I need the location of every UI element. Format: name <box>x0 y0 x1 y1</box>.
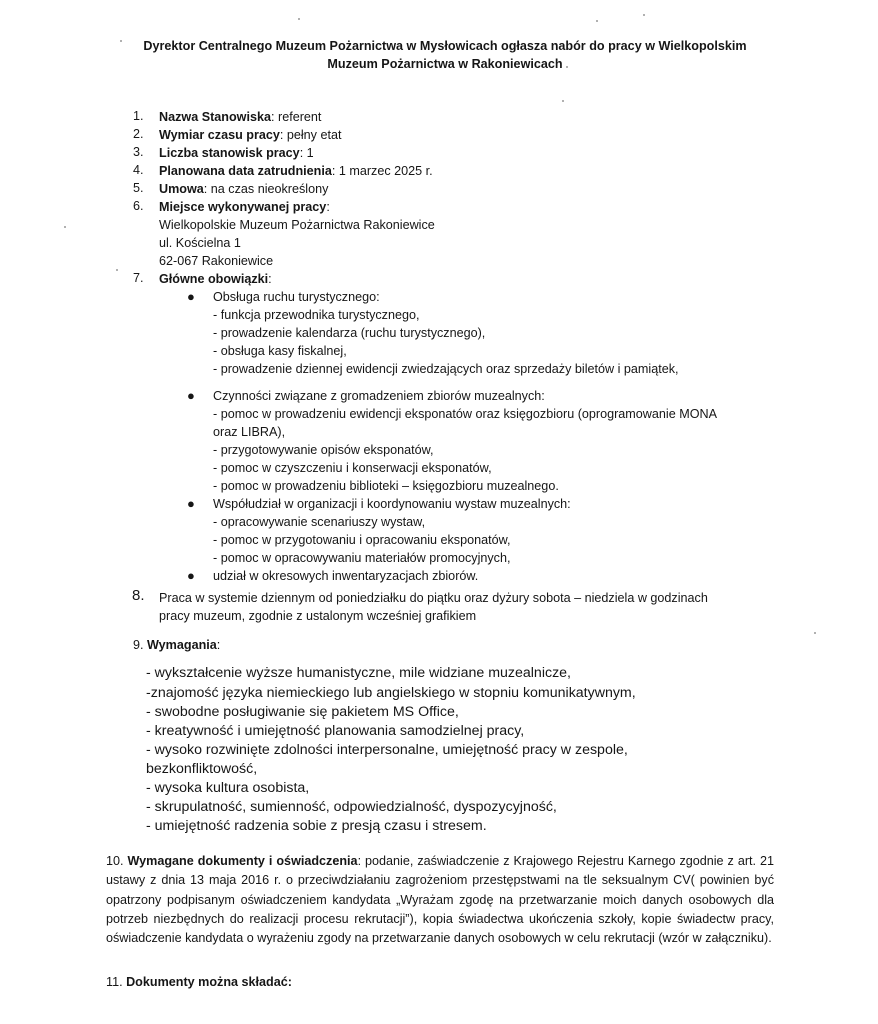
item-value: : referent <box>271 110 322 124</box>
item-number: 7. <box>133 271 144 285</box>
item-label: Planowana data zatrudnienia <box>159 164 332 178</box>
document-title <box>120 37 770 73</box>
requirement-line: - wysoka kultura osobista, <box>146 780 310 796</box>
duty-line: - funkcja przewodnika turystycznego, <box>213 308 420 322</box>
duty-heading: Czynności związane z gromadzeniem zbiorów muzealnych: <box>213 389 545 403</box>
requirement-line: - kreatywność i umiejętność planowania samodzielnej pracy, <box>146 723 525 739</box>
duty-line: - prowadzenie dziennej ewidencji zwiedzających oraz sprzedaży biletów i pamiątek, <box>213 362 679 376</box>
item-label: Wymiar czasu pracy <box>159 128 280 142</box>
duty-line: - pomoc w opracowywaniu materiałów promocyjnych, <box>213 551 511 565</box>
item8-line-1: Praca w systemie dziennym od poniedziałku do piątku oraz dyżury sobota – niedziela w godzinach <box>159 591 708 605</box>
title-line-1: Dyrektor Centralnego Muzeum Pożarnictwa w Mysłowicach ogłasza nabór do pracy w Wielkopolskim <box>143 39 747 53</box>
numbered-item-10 <box>106 852 774 948</box>
item-number: 9. <box>133 638 148 652</box>
scan-speck <box>814 632 816 634</box>
requirement-line: - wykształcenie wyższe humanistyczne, mile widziane muzealnicze, <box>146 665 571 681</box>
item-number: 4. <box>133 163 144 177</box>
duty-line: - pomoc w prowadzeniu ewidencji eksponatów oraz księgozbioru (oprogramowanie MONA <box>213 407 717 421</box>
bullet-icon: ● <box>187 388 195 403</box>
item-label: Miejsce wykonywanej pracy <box>159 200 327 214</box>
scan-speck <box>596 20 598 22</box>
item-label: Liczba stanowisk pracy <box>159 146 300 160</box>
duty-line: - prowadzenie kalendarza (ruchu turystycznego), <box>213 326 486 340</box>
requirement-line: - wysoko rozwinięte zdolności interpersonalne, umiejętność pracy w zespole, <box>146 742 628 758</box>
item-label: Wymagania <box>147 638 217 652</box>
item-value: : na czas nieokreślony <box>203 182 329 196</box>
bullet-icon: ● <box>187 289 195 304</box>
item-suffix: : <box>216 638 221 652</box>
numbered-item-11 <box>106 973 292 992</box>
duty-heading: Obsługa ruchu turystycznego: <box>213 290 380 304</box>
duty-line: - pomoc w prowadzeniu biblioteki – księgozbioru muzealnego. <box>213 479 559 493</box>
item10-text: : podanie, zaświadczenie z Krajowego Rejestru Karnego zgodnie z art. 21 ustawy z dnia 13 maja 2016 r. o przeciwdziałaniu zagrożeniom przestępstwami na tle seksualnym CV( powinien być opatrzony podpisanym oświadczeniem kandydata „Wyrażam zgodę na przetwarzanie moich danych osobowych dla potrzeb niezbędnych do realizacji procesu rekrutacji”), kopia świadectwa ukończenia szkoły, kopie świadectw pracy, oświadczenie kandydata o wyrażeniu zgody na przetwarzanie danych osobowych w celu rekrutacji (wzór w załączniku). <box>106 854 775 946</box>
requirement-line: -znajomość języka niemieckiego lub angielskiego w stopniu komunikatywnym, <box>146 685 636 701</box>
item-number: 8. <box>132 587 145 604</box>
address-line-2: ul. Kościelna 1 <box>159 236 241 250</box>
item-value: : 1 <box>299 146 314 160</box>
duty-line: - opracowywanie scenariuszy wystaw, <box>213 515 426 529</box>
bullet-icon: ● <box>187 496 195 511</box>
item-number: 1. <box>133 109 144 123</box>
item-label: Wymagane dokumenty i oświadczenia <box>127 854 358 868</box>
requirement-line: - umiejętność radzenia sobie z presją czasu i stresem. <box>146 818 487 834</box>
item-value: : 1 marzec 2025 r. <box>331 164 433 178</box>
requirement-line: - skrupulatność, sumienność, odpowiedzialność, dyspozycyjność, <box>146 799 557 815</box>
item-value: : pełny etat <box>279 128 342 142</box>
item-value: : <box>326 200 330 214</box>
item-label: Umowa <box>159 182 204 196</box>
item8-line-2: pracy muzeum, zgodnie z ustalonym wcześniej grafikiem <box>159 609 477 623</box>
title-line-2: Muzeum Pożarnictwa w Rakoniewicach <box>327 57 563 71</box>
scan-speck <box>64 226 66 228</box>
requirement-line: bezkonfliktowość, <box>146 761 258 777</box>
duty-line: - przygotowywanie opisów eksponatów, <box>213 443 434 457</box>
item-number: 5. <box>133 181 144 195</box>
item-label: Dokumenty można składać: <box>126 975 292 989</box>
item-label: Główne obowiązki <box>159 272 269 286</box>
scan-speck <box>643 14 645 16</box>
item-number: 10. <box>106 854 128 868</box>
scan-speck <box>298 18 300 20</box>
item-value: : <box>268 272 272 286</box>
duty-line: - pomoc w przygotowaniu i opracowaniu eksponatów, <box>213 533 511 547</box>
item-number: 2. <box>133 127 144 141</box>
requirement-line: - swobodne posługiwanie się pakietem MS Office, <box>146 704 459 720</box>
item-number: 11. <box>106 975 127 989</box>
bullet-icon: ● <box>187 568 195 583</box>
item-number: 3. <box>133 145 144 159</box>
scan-speck <box>562 100 564 102</box>
duty-heading: Współudział w organizacji i koordynowaniu wystaw muzealnych: <box>213 497 571 511</box>
item-number: 6. <box>133 199 144 213</box>
duty-line: - pomoc w czyszczeniu i konserwacji eksponatów, <box>213 461 492 475</box>
address-line-1: Wielkopolskie Muzeum Pożarnictwa Rakoniewice <box>159 218 435 232</box>
scan-speck <box>116 269 118 271</box>
item-label: Nazwa Stanowiska <box>159 110 271 124</box>
address-line-3: 62-067 Rakoniewice <box>159 254 274 268</box>
duty-line: - obsługa kasy fiskalnej, <box>213 344 347 358</box>
duty-line: oraz LIBRA), <box>213 425 286 439</box>
duty-heading: udział w okresowych inwentaryzacjach zbiorów. <box>213 569 479 583</box>
